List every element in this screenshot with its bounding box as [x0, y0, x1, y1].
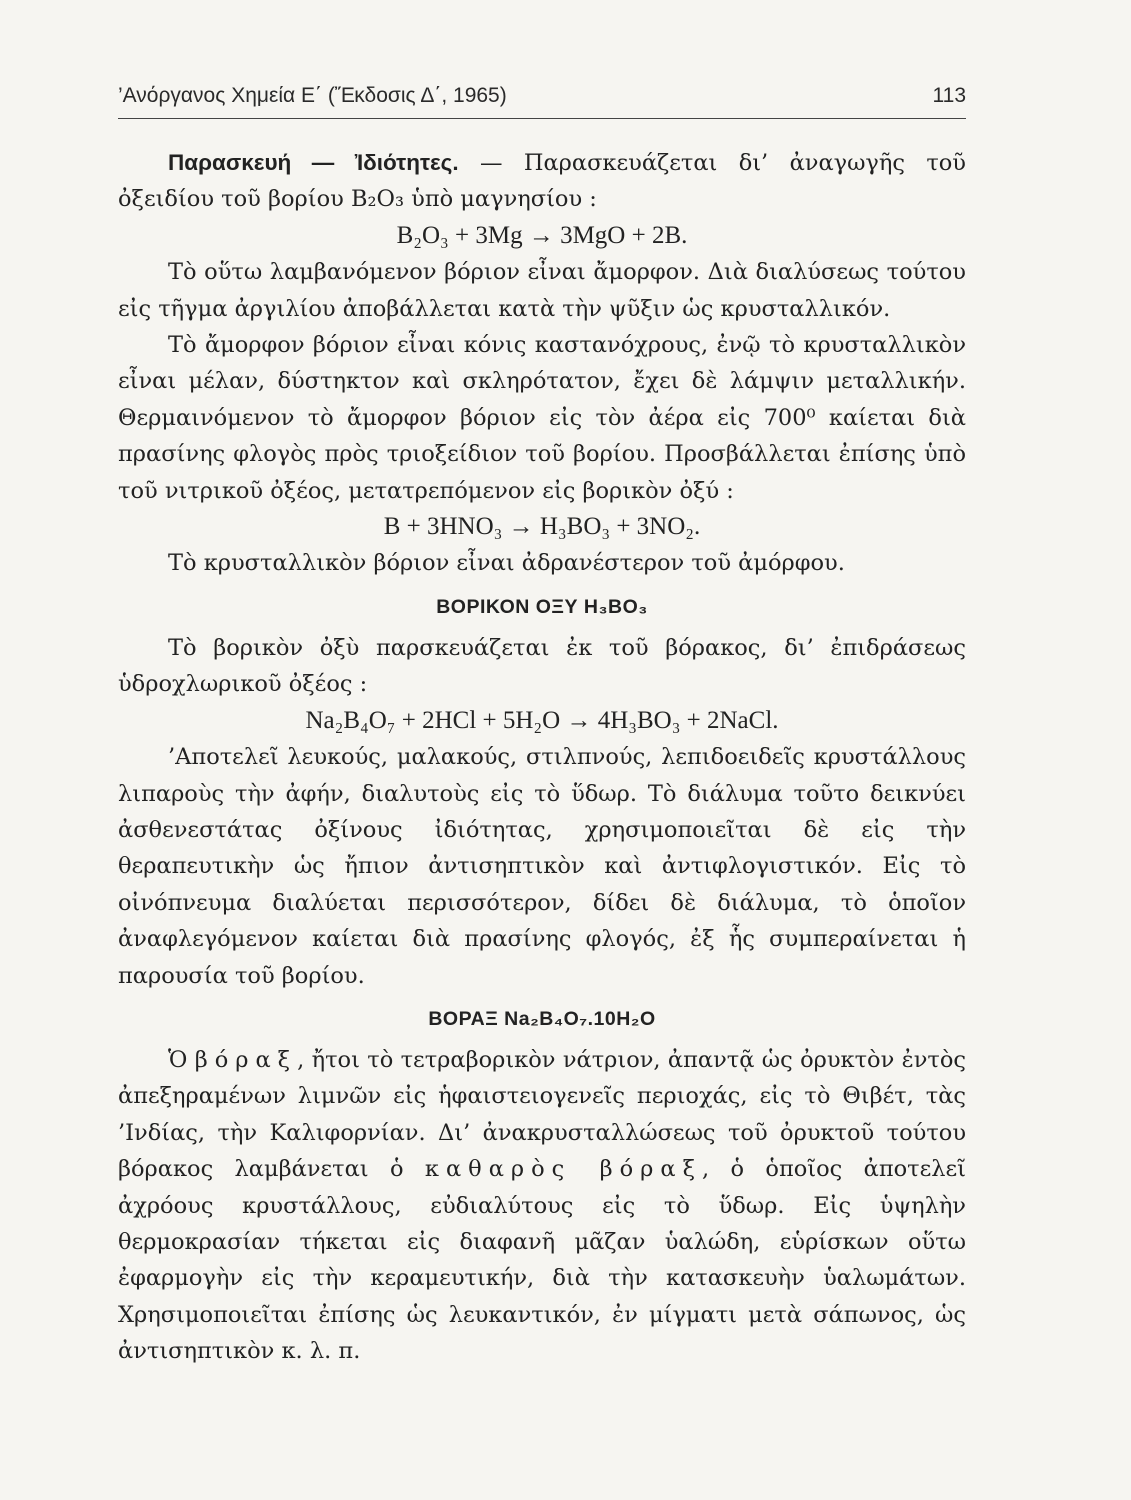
boric-acid-preparation: Τὸ βορικὸν ὀξὺ παρσκευάζεται ἐκ τοῦ βόρακος, δι’ ἐπιδράσεως ὑδροχλωρικοῦ ὀξέος :	[118, 634, 966, 698]
header-rule	[118, 118, 966, 119]
boric-acid-heading: ΒΟΡΙΚΟΝ ΟΞΥ H₃BO₃	[436, 595, 648, 618]
borax-text-2: , ὁ ὁποῖος ἀποτελεῖ ἀχρόους κρυστάλλους, εὐδιαλύτους εἰς τὸ ὕδωρ. Εἰς ὑψηλὴν θερμοκρασίαν τήκεται εἰς διαφανῆ μᾶζαν ὑαλώδη, εὑρίσκων οὕτω ἐφαρμογὴν εἰς τὴν κεραμευτικήν, διὰ τὴν κατασκευὴν ὑαλωμάτων. Χρησιμοποιεῖται ἐπίσης ὡς λευκαντικόν, ἐν μίγματι μετὰ σάπωνος, ὡς ἀντισηπτικὸν κ. λ. π.	[118, 1156, 966, 1365]
preparation-text: — Παρασκευάζεται δι’ ἀναγωγῆς τοῦ ὀξειδίου τοῦ βορίου B₂O₃ ὑπὸ μαγνησίου :	[118, 150, 966, 213]
borax-heading: ΒΟΡΑΞ Na₂B₄O₇.10H₂O	[428, 1007, 656, 1030]
equation-borax-hcl: Na₂B₄O₇ + 2HCl + 5H₂O → 4H₃BO₃ + 2NaCl.	[305, 706, 779, 734]
properties-paragraph: Τὸ ἄμορφον βόριον εἶναι κόνις καστανόχρους, ἐνῷ τὸ κρυσταλλικὸν εἶναι μέλαν, δύστηκτον καὶ σκληρότατον, ἔχει δὲ λάμψιν μεταλλικήν. Θερμαινόμενον τὸ ἄμορφον βόριον εἰς τὸν ἀέρα εἰς 700⁰ καίεται διὰ πρασίνης φλογὸς πρὸς τριοξείδιον τοῦ βορίου. Προσβάλλεται ἐπίσης ὑπὸ τοῦ νιτρικοῦ ὀξέος, μετατρεπόμενον εἰς βορικὸν ὀξύ :	[118, 332, 966, 504]
boric-acid-properties: ’Αποτελεῖ λευκούς, μαλακούς, στιλπνούς, λεπιδοειδεῖς κρυστάλλους λιπαροὺς τὴν ἀφήν, διαλυτοὺς εἰς τὸ ὕδωρ. Τὸ διάλυμα τοῦτο δεικνύει ἀσθενεστάτας ὀξίνους ἰδιότητας, χρησιμοποιεῖται δὲ εἰς τὴν θεραπευτικὴν ὡς ἤπιον ἀντισηπτικὸν καὶ ἀντιφλογιστικόν. Εἰς τὸ οἰνόπνευμα διαλύεται περισσότερον, δίδει δὲ διάλυμα, τὸ ὁποῖον ἀναφλεγόμενον καίεται διὰ πρασίνης φλογός, ἐξ ἧς συμπεραίνεται ἡ παρουσία τοῦ βορίου.	[118, 744, 966, 989]
borax-term: βόραξ	[194, 1046, 298, 1073]
borax-text-1: , ἤτοι τὸ τετραβορικὸν νάτριον, ἀπαντᾷ ὡς ὀρυκτὸν ἐντὸς ἀπεξηραμένων λιμνῶν εἰς ἡφαιστειογενεῖς περιοχάς, εἰς τὸ Θιβέτ, τὰς ’Ινδίας, τὴν Καλιφορνίαν. Δι’ ἀνακρυσταλλώσεως τοῦ ὀρυκτοῦ τούτου βόρακος λαμβάνεται ὁ	[118, 1046, 966, 1183]
equation-boron-reduction: B₂O₃ + 3Mg → 3MgO + 2B.	[396, 221, 688, 249]
equation-nitric-acid: B + 3HNO₃ → H₃BO₃ + 3NO₂.	[383, 513, 701, 541]
amorphous-paragraph: Τὸ οὕτω λαμβανόμενον βόριον εἶναι ἄμορφον. Διὰ διαλύσεως τούτου εἰς τῆγμα ἀργιλίου ἀποβάλλεται κατὰ τὴν ψῦξιν ὡς κρυσταλλικόν.	[118, 259, 966, 322]
pure-borax-term: καθαρὸς βόραξ	[424, 1156, 702, 1183]
running-title: ’Ανόργανος Χημεία Ε΄ (Ἔκδοσις Δ΄, 1965)	[118, 84, 507, 107]
running-header	[118, 84, 966, 108]
inertness-paragraph: Τὸ κρυσταλλικὸν βόριον εἶναι ἀδρανέστερον τοῦ ἀμόρφου.	[168, 550, 845, 577]
page-number: 113	[932, 84, 966, 107]
page-body	[118, 145, 966, 1370]
preparation-paragraph	[118, 145, 966, 218]
borax-paragraph	[118, 1042, 966, 1370]
preparation-heading: Παρασκευή — Ἰδιότητες.	[168, 150, 459, 175]
borax-lead: Ὁ	[168, 1046, 195, 1073]
